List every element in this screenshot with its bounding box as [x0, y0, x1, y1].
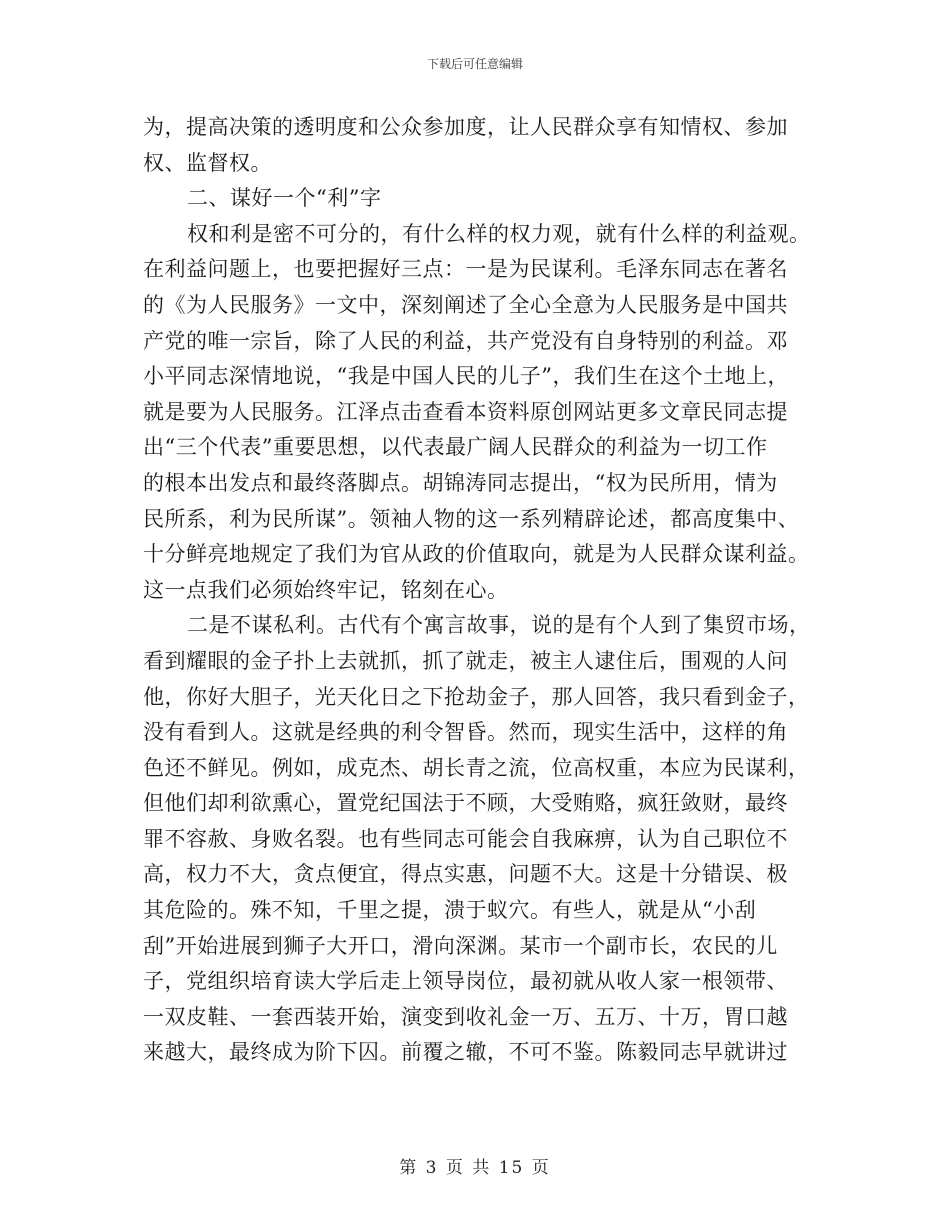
text-line: 高，权力不大，贪点便宜，得点实惠，问题不大。这是十分错误、极	[143, 862, 788, 887]
page-header: 下载后可任意编辑	[426, 57, 523, 71]
document-body	[143, 110, 813, 1071]
text-line: 一双皮鞋、一套西装开始，演变到收礼金一万、五万、十万，胃口越	[143, 1004, 788, 1029]
text-line: 在利益问题上，也要把握好三点：一是为民谋利。毛泽东同志在著名	[143, 257, 788, 282]
text-line: 产党的唯一宗旨，除了人民的利益，共产党没有自身特别的利益。邓	[143, 328, 788, 353]
text-line: 子，党组织培育读大学后走上领导岗位，最初就从收人家一根领带、	[143, 969, 788, 994]
text-line: 为，提高决策的透明度和公众参加度，让人民群众享有知情权、参加	[143, 115, 788, 139]
text-line: 刮”开始进展到狮子大开口，滑向深渊。某市一个副市长，农民的儿	[143, 933, 778, 958]
text-line: 就是要为人民服务。江泽点击查看本资料原创网站更多文章民同志提	[143, 399, 788, 424]
text-line: 权和利是密不可分的，有什么样的权力观，就有什么样的利益观。	[187, 221, 811, 246]
text-line: 但他们却利欲熏心，置党纪国法于不顾，大受贿赂，疯狂敛财，最终	[143, 791, 788, 816]
text-line: 他，你好大胆子，光天化日之下抢劫金子，那人回答，我只看到金子，	[143, 684, 810, 709]
text-line: 罪不容赦、身败名裂。也有些同志可能会自我麻痹，认为自己职位不	[143, 826, 788, 851]
text-line: 民所系，利为民所谋”。领袖人物的这一系列精辟论述，都高度集中、	[143, 506, 800, 531]
page-number: 第 3 页 共 15 页	[399, 1158, 551, 1178]
text-line: 二是不谋私利。古代有个寓言故事，说的是有个人到了集贸市场，	[187, 613, 811, 638]
text-line: 看到耀眼的金子扑上去就抓，抓了就走，被主人逮住后，围观的人问	[143, 648, 788, 673]
text-line: 出“三个代表”重要思想，以代表最广阔人民群众的利益为一切工作	[143, 435, 768, 460]
text-line: 没有看到人。这就是经典的利令智昏。然而，现实生活中，这样的角	[143, 720, 788, 745]
text-line: 的根本出发点和最终落脚点。胡锦涛同志提出，“权为民所用，情为	[143, 470, 778, 495]
text-line: 小平同志深情地说，“我是中国人民的儿子”，我们生在这个土地上，	[143, 364, 789, 389]
text-line: 十分鲜亮地规定了我们为官从政的价值取向，就是为人民群众谋利益。	[143, 542, 810, 567]
text-line: 的《为人民服务》一文中，深刻阐述了全心全意为人民服务是中国共	[143, 292, 788, 317]
text-line: 其危险的。殊不知，千里之提，溃于蚁穴。有些人，就是从“小刮	[143, 898, 757, 923]
text-line: 这一点我们必须始终牢记，铭刻在心。	[143, 577, 509, 602]
text-line: 来越大，最终成为阶下囚。前覆之辙，不可不鉴。陈毅同志早就讲过	[143, 1040, 788, 1065]
section-heading: 二、谋好一个“利”字	[187, 186, 382, 211]
text-line: 权、监督权。	[143, 150, 272, 175]
text-line: 色还不鲜见。例如，成克杰、胡长青之流，位高权重，本应为民谋利，	[143, 755, 810, 780]
